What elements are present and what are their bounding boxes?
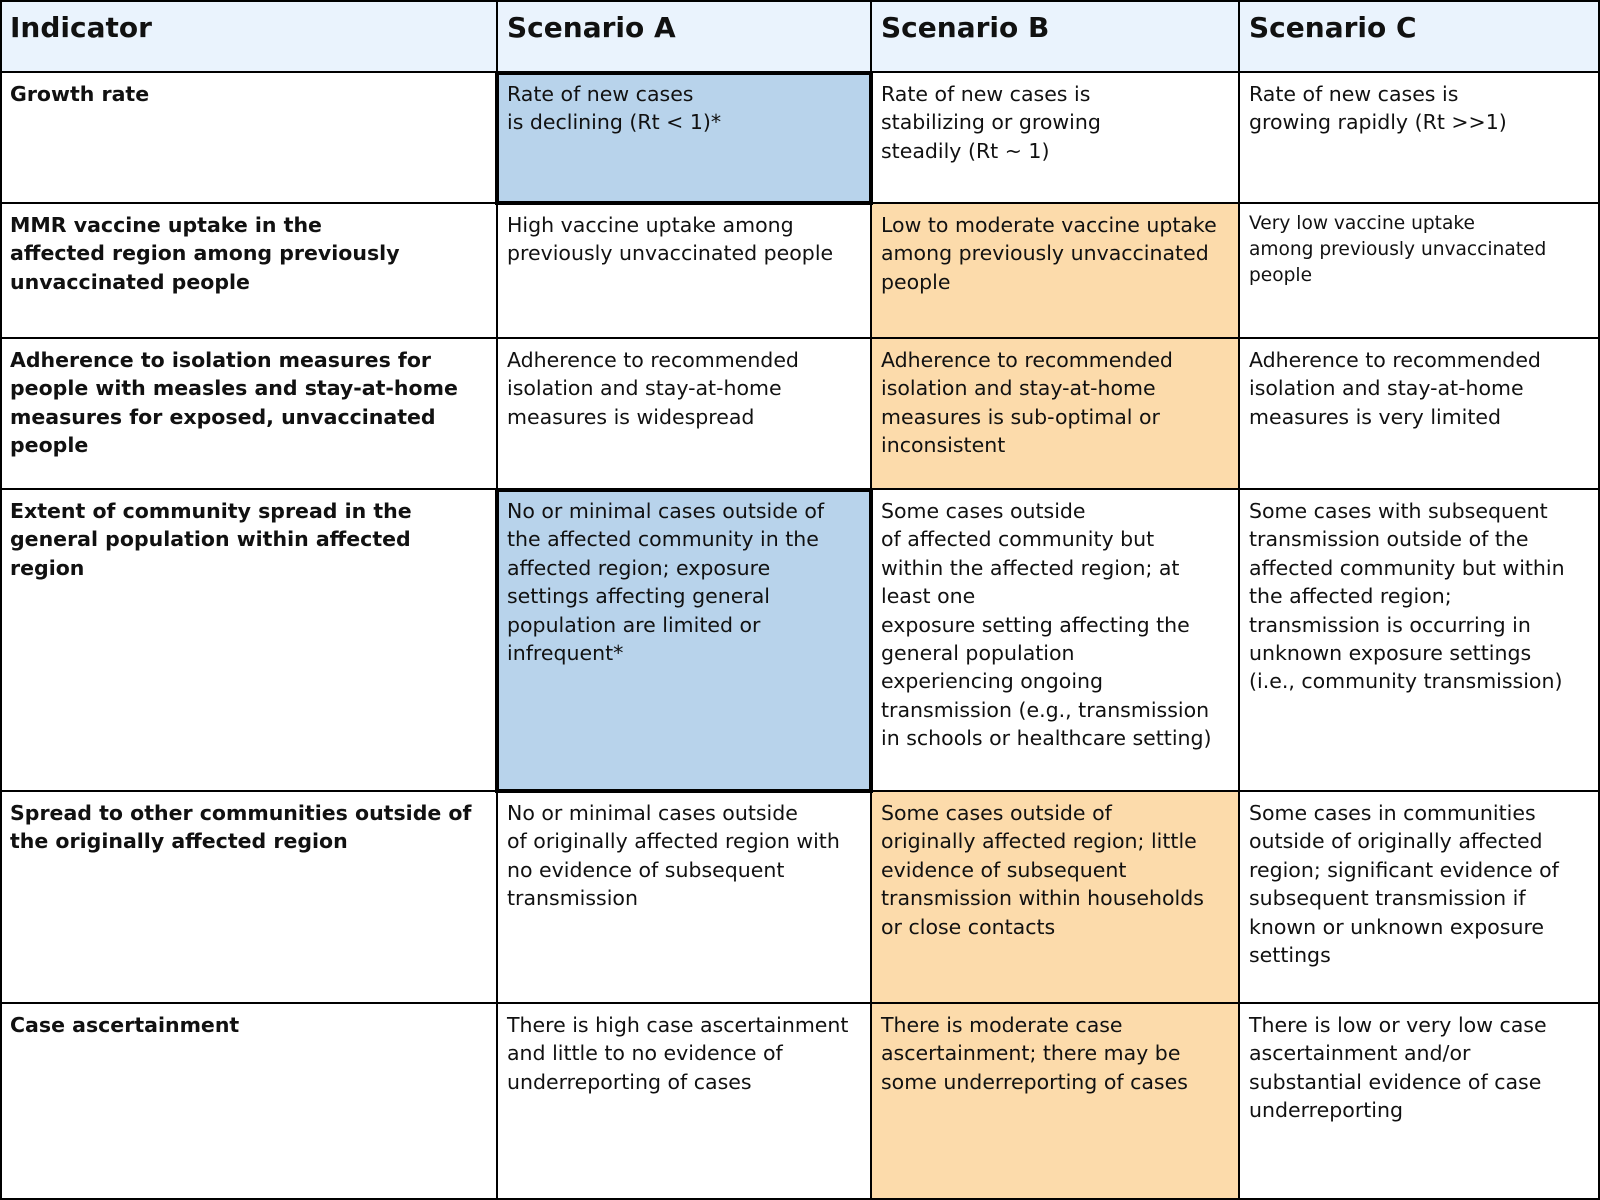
grid-line-left [0,0,2,1200]
row-case-ascertainment-scenario-a: There is high case ascertainment and little to no evidence of underreporting of cases [507,1013,849,1094]
highlight-box-community-spread-a [495,488,873,793]
row-adherence-scenario-b: Adherence to recommended isolation and stay-at-home measures is sub-optimal or inconsistent [871,338,1239,489]
row-community-spread-scenario-c: Some cases with subsequent transmission outside of the affected community but within the affected region; transmission is occurring in unknown exposure settings (i.e., community transmission) [1249,499,1565,694]
row-vaccine-uptake-scenario-a: High vaccine uptake among previously unvaccinated people [507,213,834,266]
row-case-ascertainment-scenario-b: There is moderate case ascertainment; there may be some underreporting of cases [871,1003,1239,1200]
row-vaccine-uptake-scenario-c: Very low vaccine uptake among previously unvaccinated people [1249,213,1547,286]
header-scenario-c: Scenario C [1239,0,1600,72]
header-indicator: Indicator [0,0,497,72]
row-spread-other-communities-indicator: Spread to other communities outside of the originally affected region [10,801,472,854]
row-spread-other-communities-scenario-b: Some cases outside of originally affected region; little evidence of subsequent transmission within households or close contacts [871,791,1239,1003]
row-growth-rate-scenario-a: Rate of new cases is declining (Rt < 1)* [497,72,871,203]
grid-line-col-3 [1238,0,1240,1200]
row-growth-rate-scenario-c: Rate of new cases is growing rapidly (Rt >>1) [1249,82,1507,135]
highlight-box-growth-rate-a [495,71,873,205]
grid-line-row-6 [0,1002,1600,1004]
row-spread-other-communities-scenario-c: Some cases in communities outside of originally affected region; significant evidence of subsequent transmission if known or unknown exposure settings [1249,801,1559,968]
header-scenario-a: Scenario A [497,0,871,72]
row-growth-rate-indicator: Growth rate [10,82,150,106]
grid-line-row-3 [0,337,1600,339]
row-community-spread-indicator: Extent of community spread in the general population within affected region [10,499,412,580]
row-case-ascertainment-scenario-c: There is low or very low case ascertainment and/or substantial evidence of case underreporting [1249,1013,1547,1123]
grid-line-top [0,0,1600,2]
row-adherence-scenario-a: Adherence to recommended isolation and stay-at-home measures is widespread [507,348,799,429]
header-scenario-b: Scenario B [871,0,1239,72]
row-case-ascertainment-indicator: Case ascertainment [10,1013,240,1037]
row-adherence-scenario-c: Adherence to recommended isolation and stay-at-home measures is very limited [1249,348,1541,429]
row-community-spread-scenario-b: Some cases outside of affected community but within the affected region; at least one exposure setting affecting the general population experiencing ongoing transmission (e.g., transmission in schools or healthcare setting) [881,499,1212,751]
row-vaccine-uptake-indicator: MMR vaccine uptake in the affected region among previously unvaccinated people [10,213,400,294]
row-vaccine-uptake-scenario-b: Low to moderate vaccine uptake among previously unvaccinated people [871,203,1239,338]
row-adherence-indicator: Adherence to isolation measures for people with measles and stay-at-home measures for exposed, unvaccinated people [10,348,458,458]
row-growth-rate-scenario-b: Rate of new cases is stabilizing or growing steadily (Rt ~ 1) [881,82,1101,163]
row-spread-other-communities-scenario-a: No or minimal cases outside of originally affected region with no evidence of subsequent transmission [507,801,840,911]
row-community-spread-scenario-a: No or minimal cases outside of the affected community in the affected region; exposure settings affecting general population are limited or infrequent* [497,489,871,791]
